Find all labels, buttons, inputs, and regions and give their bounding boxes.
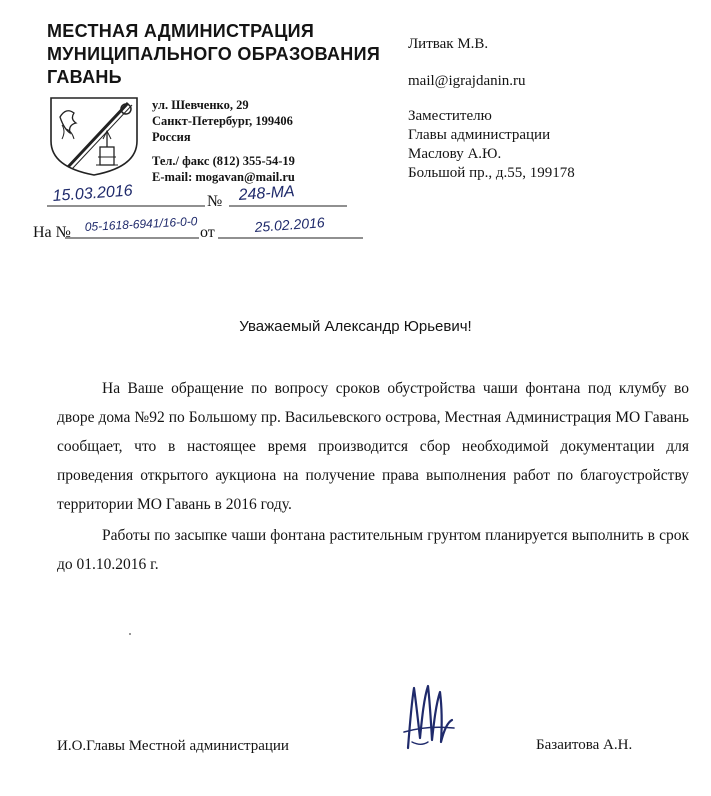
addressee-line-1: Заместителю [408, 108, 492, 124]
reference-date-prefix: от [200, 224, 215, 240]
letter-body [57, 374, 689, 579]
address-city: Санкт-Петербург, 199406 [152, 114, 293, 128]
org-name-line-3: ГАВАНЬ [47, 67, 122, 87]
address-country: Россия [152, 130, 191, 144]
phone-fax: Тел./ факс (812) 355-54-19 [152, 154, 295, 168]
addressee-line-3: Маслову А.Ю. [408, 146, 502, 162]
handwritten-signature-icon [398, 682, 458, 757]
addressee-address: Большой пр., д.55, 199178 [408, 165, 575, 181]
addressee-line-2: Главы администрации [408, 127, 551, 143]
body-paragraph-2: Работы по засыпке чаши фонтана растительным грунтом планируется выполнить в срок до 01.10.2016 г. [57, 527, 689, 573]
address-street: ул. Шевченко, 29 [152, 98, 249, 112]
signatory-title: И.О.Главы Местной администрации [57, 738, 289, 754]
signatory-name: Базаитова А.Н. [536, 737, 633, 753]
reference-date: 25.02.2016 [254, 214, 326, 235]
org-name-line-1: МЕСТНАЯ АДМИНИСТРАЦИЯ [47, 21, 315, 41]
recipient-email: mail@igrajdanin.ru [408, 73, 526, 89]
coat-of-arms-icon [48, 95, 140, 182]
org-name-line-2: МУНИЦИПАЛЬНОГО ОБРАЗОВАНИЯ [47, 44, 381, 64]
reference-number: 05-1618-6941/16-0-0 [84, 214, 198, 234]
organization-contacts [152, 97, 295, 185]
recipient-name: Литвак М.В. [408, 36, 489, 52]
outgoing-number-prefix: № [207, 193, 223, 210]
body-paragraph-1: На Ваше обращение по вопросу сроков обустройства чаши фонтана под клумбу во дворе дома №92 по Большому пр. Васильевского острова, Местная Администрация МО Гавань сообщает, что в настоящее время производится сбор необходимой документации для проведения открытого аукциона на получение права выполнения работ по благоустройству территории МО Гавань в 2016 году. [57, 380, 689, 513]
org-email: E-mail: mogavan@mail.ru [152, 170, 295, 184]
recipient-block [408, 35, 575, 183]
reference-number-prefix: На № [33, 224, 71, 240]
registration-stamp [25, 180, 375, 240]
outgoing-date: 15.03.2016 [52, 182, 134, 205]
outgoing-number: 248-МА [238, 183, 296, 204]
organization-name [47, 20, 387, 89]
greeting: Уважаемый Александр Юрьевич! [239, 318, 472, 335]
scan-speck [129, 633, 131, 635]
